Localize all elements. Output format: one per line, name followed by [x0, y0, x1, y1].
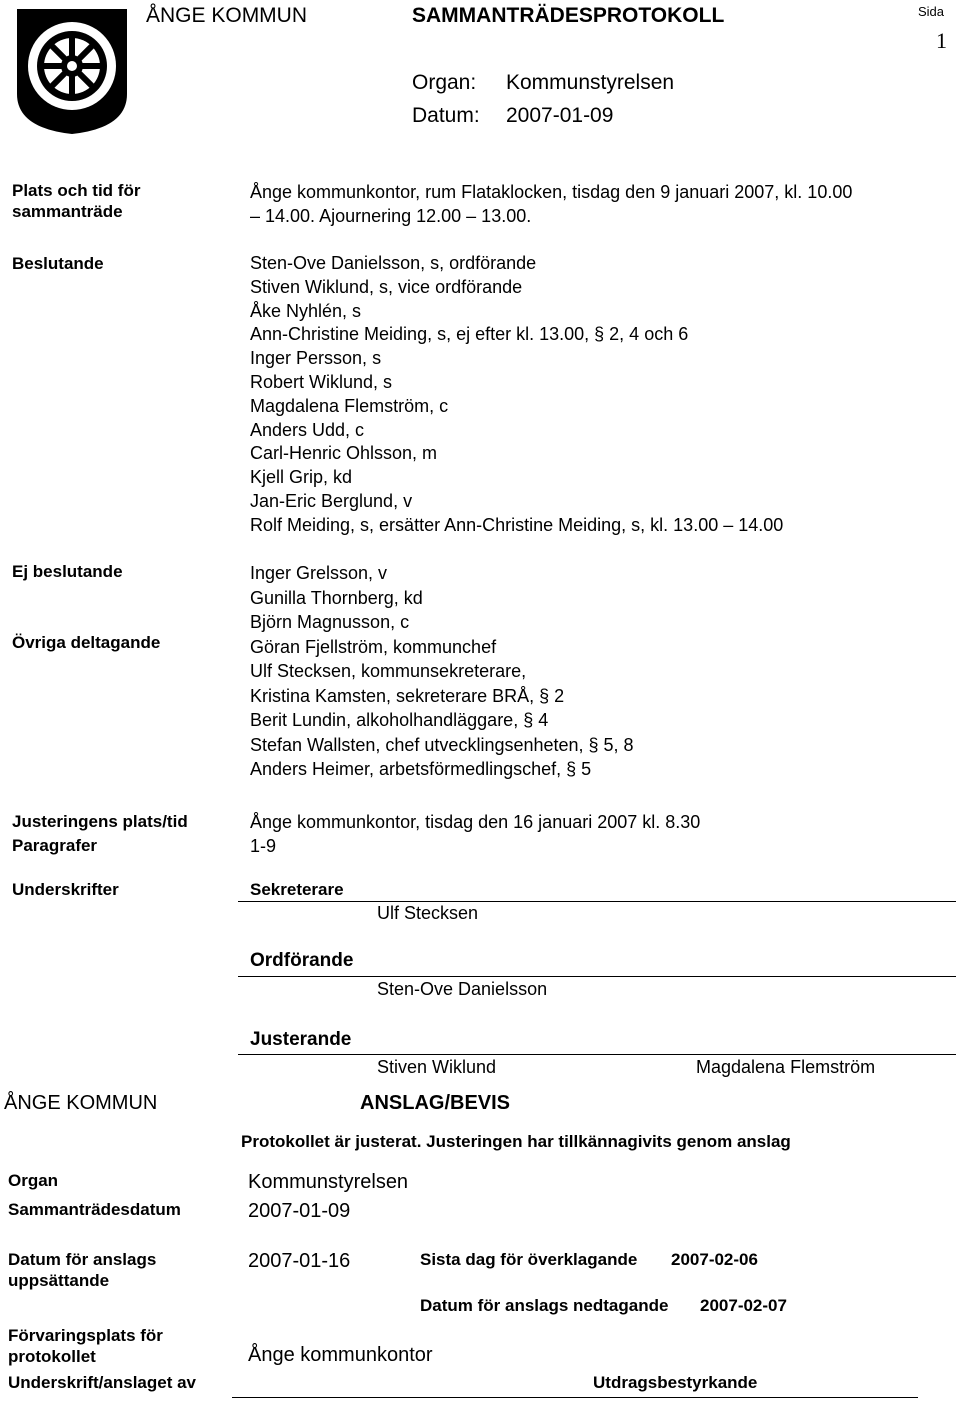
list-item: Göran Fjellström, kommunchef: [250, 636, 497, 657]
removal-date-value: 2007-02-07: [700, 1296, 787, 1315]
place-time-label: Plats och tid för sammanträde: [12, 181, 141, 221]
organ-value: Kommunstyrelsen: [506, 71, 675, 94]
notice-municipality: ÅNGE KOMMUN: [4, 1092, 158, 1114]
secretary-role: Sekreterare: [250, 880, 344, 899]
list-item: Sten-Ove Danielsson, s, ordförande: [250, 253, 537, 273]
notice-organ-label: Organ: [8, 1171, 59, 1190]
list-item: Björn Magnusson, c: [250, 612, 410, 632]
decision-makers-list: [250, 252, 783, 538]
adjustment-label: Justeringens plats/tid: [12, 812, 188, 831]
list-item: Robert Wiklund, s: [250, 371, 393, 392]
list-item: Kristina Kamsten, sekreterare BRÅ, § 2: [250, 685, 565, 706]
adjuster-name-1: Stiven Wiklund: [377, 1057, 497, 1077]
place-time-value: Ånge kommunkontor, rum Flataklocken, tisdag den 9 januari 2007, kl. 10.00 – 14.00. Ajournering 12.00 – 13.00.: [250, 182, 853, 226]
meeting-date-value: 2007-01-09: [248, 1200, 351, 1222]
list-item: Magdalena Flemström, c: [250, 395, 449, 416]
list-item: Inger Grelsson, v: [250, 563, 388, 583]
appeal-deadline-label: Sista dag för överklagande: [420, 1250, 638, 1269]
adjustment-value: Ånge kommunkontor, tisdag den 16 januari 2007 kl. 8.30: [250, 812, 701, 832]
list-item: Berit Lundin, alkoholhandläggare, § 4: [250, 710, 549, 730]
secretary-signature-line: [238, 901, 956, 902]
coat-of-arms-icon: [14, 6, 130, 136]
date-label: Datum:: [412, 104, 480, 127]
signatures-label: Underskrifter: [12, 880, 119, 899]
list-item: Stiven Wiklund, s, vice ordförande: [250, 276, 523, 297]
page-number: 1: [936, 28, 947, 53]
meeting-date-label: Sammanträdesdatum: [8, 1200, 181, 1219]
storage-label: Förvaringsplats för protokollet: [8, 1326, 163, 1366]
chair-role: Ordförande: [250, 950, 354, 971]
paragraphs-value: 1-9: [250, 836, 277, 856]
page-label: Sida: [918, 4, 945, 19]
adjuster-name-2: Magdalena Flemström: [696, 1057, 876, 1077]
decision-makers-label: Beslutande: [12, 254, 104, 273]
posting-date-label: Datum för anslags uppsättande: [8, 1250, 157, 1290]
notice-organ-value: Kommunstyrelsen: [248, 1171, 409, 1193]
secretary-name: Ulf Stecksen: [377, 903, 479, 923]
removal-date-label: Datum för anslags nedtagande: [420, 1296, 669, 1315]
header-document-type: SAMMANTRÄDESPROTOKOLL: [412, 4, 725, 27]
list-item: Ulf Stecksen, kommunsekreterare,: [250, 661, 527, 681]
list-item: Stefan Wallsten, chef utvecklingsenheten, § 5, 8: [250, 734, 634, 755]
storage-value: Ånge kommunkontor: [248, 1344, 433, 1366]
notice-signature-line: [232, 1397, 918, 1398]
list-item: Rolf Meiding, s, ersätter Ann-Christine Meiding, s, kl. 13.00 – 14.00: [250, 514, 784, 535]
adjuster-role: Justerande: [250, 1029, 352, 1050]
notice-statement: Protokollet är justerat. Justeringen har tillkännagivits genom anslag: [241, 1132, 791, 1151]
list-item: Jan-Eric Berglund, v: [250, 490, 413, 511]
list-item: Åke Nyhlén, s: [250, 300, 362, 321]
paragraphs-label: Paragrafer: [12, 836, 98, 855]
chair-name: Sten-Ove Danielsson: [377, 979, 548, 999]
list-item: Anders Heimer, arbetsförmedlingschef, § 5: [250, 759, 592, 779]
posting-date-value: 2007-01-16: [248, 1250, 351, 1272]
header-municipality: ÅNGE KOMMUN: [146, 4, 308, 27]
non-voting-label: Ej beslutande: [12, 562, 123, 581]
organ-label: Organ:: [412, 71, 477, 94]
notice-title: ANSLAG/BEVIS: [360, 1092, 511, 1114]
list-item: Inger Persson, s: [250, 348, 382, 369]
list-item: Kjell Grip, kd: [250, 467, 353, 488]
chair-signature-line: [238, 976, 956, 977]
list-item: Anders Udd, c: [250, 419, 365, 440]
excerpt-certification-label: Utdragsbestyrkande: [593, 1373, 758, 1392]
list-item: Ann-Christine Meiding, s, ej efter kl. 13.00, § 2, 4 och 6: [250, 324, 689, 345]
appeal-deadline-value: 2007-02-06: [671, 1250, 758, 1269]
date-value: 2007-01-09: [506, 104, 614, 127]
others-label: Övriga deltagande: [12, 633, 161, 652]
list-item: Carl-Henric Ohlsson, m: [250, 443, 438, 464]
participants-list: [250, 561, 634, 782]
notice-signature-label: Underskrift/anslaget av: [8, 1373, 197, 1392]
list-item: Gunilla Thornberg, kd: [250, 587, 423, 608]
